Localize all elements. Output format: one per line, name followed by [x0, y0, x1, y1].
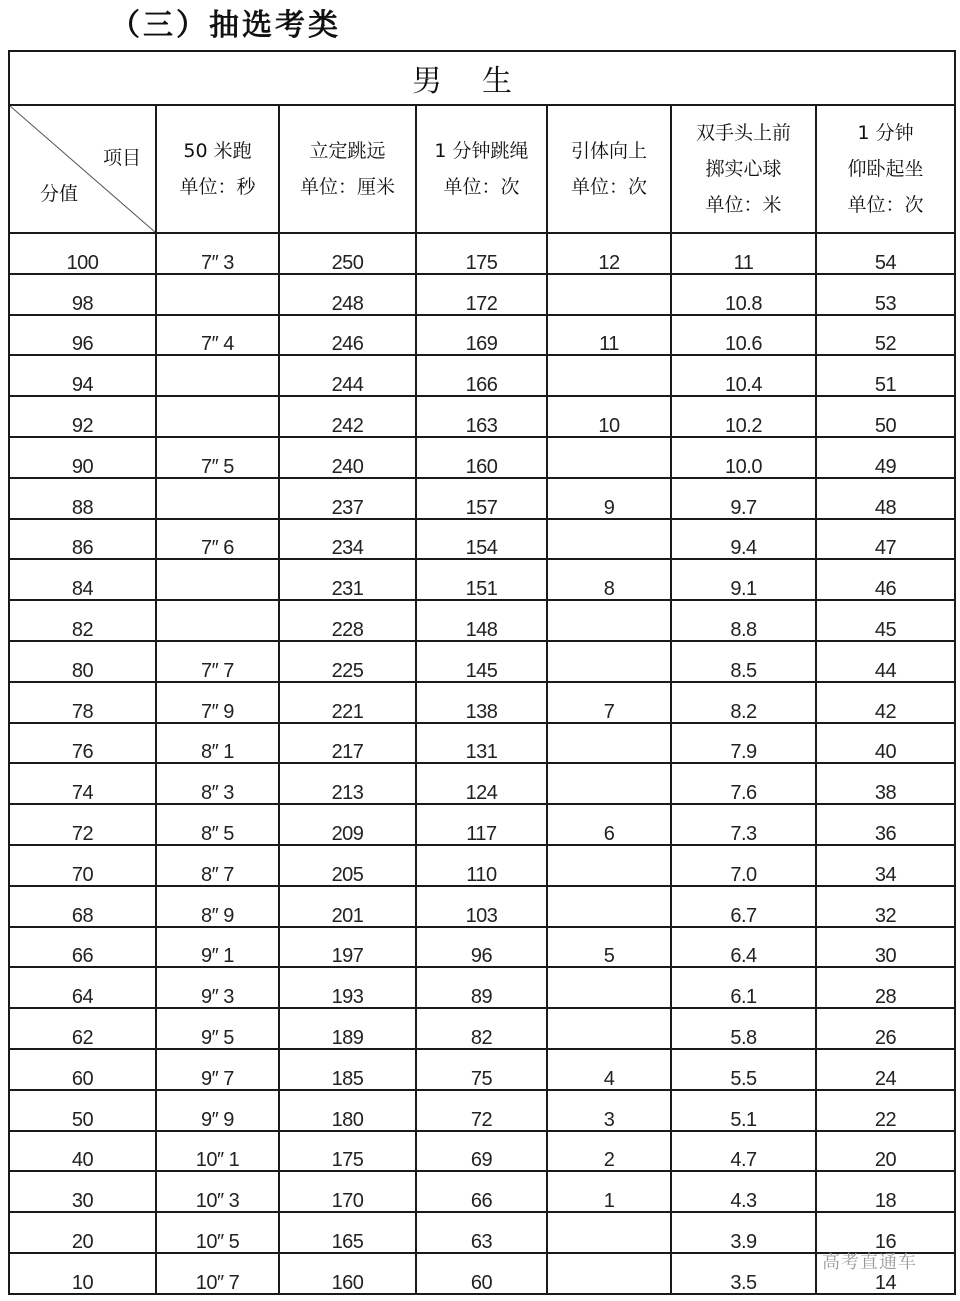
standard-cell: 175 — [279, 1131, 416, 1172]
standard-cell: 66 — [416, 1171, 547, 1212]
table-row — [9, 437, 955, 478]
standard-cell: 46 — [816, 559, 955, 600]
standard-cell: 10 — [547, 396, 671, 437]
standard-cell — [156, 355, 279, 396]
standard-cell: 20 — [816, 1131, 955, 1172]
standard-cell: 7 — [547, 682, 671, 723]
standard-cell: 163 — [416, 396, 547, 437]
standard-cell — [547, 600, 671, 641]
standard-cell: 82 — [416, 1008, 547, 1049]
watermark: 高考直通车 — [822, 1252, 917, 1273]
section-title: （三）抽选考类 — [110, 8, 341, 43]
standard-cell: 10″ 5 — [156, 1212, 279, 1253]
score-cell: 66 — [9, 927, 156, 968]
standard-cell: 175 — [416, 233, 547, 274]
standard-cell: 10″ 3 — [156, 1171, 279, 1212]
standard-cell: 157 — [416, 478, 547, 519]
table-row — [9, 1049, 955, 1090]
standard-cell: 53 — [816, 274, 955, 315]
standard-cell: 213 — [279, 763, 416, 804]
standard-cell — [547, 1253, 671, 1294]
standard-cell: 9″ 3 — [156, 967, 279, 1008]
score-cell: 70 — [9, 845, 156, 886]
standard-cell: 8″ 9 — [156, 886, 279, 927]
standard-cell: 6.1 — [671, 967, 816, 1008]
table-row — [9, 927, 955, 968]
standard-cell: 8 — [547, 559, 671, 600]
standard-cell: 185 — [279, 1049, 416, 1090]
standard-cell: 160 — [279, 1253, 416, 1294]
standard-cell: 4.3 — [671, 1171, 816, 1212]
standard-cell: 51 — [816, 355, 955, 396]
standard-cell: 110 — [416, 845, 547, 886]
table-row — [9, 845, 955, 886]
standard-cell: 38 — [816, 763, 955, 804]
score-table — [8, 50, 956, 1295]
standard-cell: 4 — [547, 1049, 671, 1090]
standard-cell: 26 — [816, 1008, 955, 1049]
column-header — [816, 105, 955, 233]
table-row — [9, 1171, 955, 1212]
table-row — [9, 641, 955, 682]
table-row — [9, 1090, 955, 1131]
score-cell: 20 — [9, 1212, 156, 1253]
column-header — [671, 105, 816, 233]
standard-cell: 16 — [816, 1212, 955, 1253]
standard-cell: 240 — [279, 437, 416, 478]
score-cell: 40 — [9, 1131, 156, 1172]
standard-cell: 54 — [816, 233, 955, 274]
score-cell: 92 — [9, 396, 156, 437]
standard-cell: 148 — [416, 600, 547, 641]
standard-cell: 5.1 — [671, 1090, 816, 1131]
standard-cell: 1 — [547, 1171, 671, 1212]
standard-cell: 246 — [279, 315, 416, 356]
standard-cell — [547, 763, 671, 804]
column-header-line: 双手头上前 — [695, 122, 791, 144]
table-row — [9, 559, 955, 600]
gender-header: 男生 — [9, 51, 955, 105]
standard-cell: 117 — [416, 804, 547, 845]
score-label: 分值 — [40, 183, 79, 205]
column-header — [547, 105, 671, 233]
standard-cell: 8.5 — [671, 641, 816, 682]
standard-cell: 103 — [416, 886, 547, 927]
standard-cell: 10″ 7 — [156, 1253, 279, 1294]
standard-cell: 12 — [547, 233, 671, 274]
table-row — [9, 723, 955, 764]
column-header-line: 引体向上 — [570, 140, 647, 162]
standard-cell: 75 — [416, 1049, 547, 1090]
standard-cell: 28 — [816, 967, 955, 1008]
table-row — [9, 1253, 955, 1294]
standard-cell: 9″ 1 — [156, 927, 279, 968]
standard-cell: 36 — [816, 804, 955, 845]
standard-cell — [547, 355, 671, 396]
score-cell: 64 — [9, 967, 156, 1008]
standard-cell: 7″ 9 — [156, 682, 279, 723]
standard-cell: 32 — [816, 886, 955, 927]
standard-cell: 7.9 — [671, 723, 816, 764]
standard-cell: 244 — [279, 355, 416, 396]
standard-cell: 9 — [547, 478, 671, 519]
standard-cell: 8″ 7 — [156, 845, 279, 886]
table-row — [9, 355, 955, 396]
score-cell: 96 — [9, 315, 156, 356]
column-header-line: 单位：秒 — [179, 176, 256, 198]
standard-cell: 7″ 6 — [156, 519, 279, 560]
standard-cell: 18 — [816, 1171, 955, 1212]
score-cell: 98 — [9, 274, 156, 315]
table-row — [9, 967, 955, 1008]
standard-cell: 201 — [279, 886, 416, 927]
standard-cell: 8″ 1 — [156, 723, 279, 764]
table-row — [9, 682, 955, 723]
standard-cell: 8″ 3 — [156, 763, 279, 804]
standard-cell: 221 — [279, 682, 416, 723]
standard-cell: 10.4 — [671, 355, 816, 396]
standard-cell: 69 — [416, 1131, 547, 1172]
score-cell: 78 — [9, 682, 156, 723]
standard-cell: 5.8 — [671, 1008, 816, 1049]
standard-cell: 3.5 — [671, 1253, 816, 1294]
standard-cell: 7″ 4 — [156, 315, 279, 356]
column-header-line: 掷实心球 — [705, 158, 782, 180]
standard-cell: 11 — [547, 315, 671, 356]
score-cell: 88 — [9, 478, 156, 519]
standard-cell: 7.0 — [671, 845, 816, 886]
standard-cell: 169 — [416, 315, 547, 356]
standard-cell: 154 — [416, 519, 547, 560]
column-header-line: 单位：米 — [705, 194, 782, 216]
standard-cell: 6.7 — [671, 886, 816, 927]
standard-cell: 242 — [279, 396, 416, 437]
column-header — [416, 105, 547, 233]
standard-cell: 217 — [279, 723, 416, 764]
standard-cell: 30 — [816, 927, 955, 968]
column-header — [279, 105, 416, 233]
standard-cell: 10″ 1 — [156, 1131, 279, 1172]
standard-cell — [547, 274, 671, 315]
standard-cell — [547, 723, 671, 764]
standard-cell — [547, 437, 671, 478]
column-header-line: 单位：次 — [443, 176, 520, 198]
standard-cell — [156, 559, 279, 600]
standard-cell: 4.7 — [671, 1131, 816, 1172]
standard-cell: 7.3 — [671, 804, 816, 845]
standard-cell: 10.2 — [671, 396, 816, 437]
standard-cell: 24 — [816, 1049, 955, 1090]
table-row — [9, 600, 955, 641]
score-cell: 10 — [9, 1253, 156, 1294]
standard-cell: 47 — [816, 519, 955, 560]
score-cell: 60 — [9, 1049, 156, 1090]
standard-cell: 72 — [416, 1090, 547, 1131]
standard-cell: 193 — [279, 967, 416, 1008]
table-row — [9, 478, 955, 519]
score-cell: 100 — [9, 233, 156, 274]
table-row — [9, 315, 955, 356]
column-header-line: 仰卧起坐 — [847, 158, 924, 180]
standard-cell: 42 — [816, 682, 955, 723]
standard-cell: 234 — [279, 519, 416, 560]
standard-cell: 231 — [279, 559, 416, 600]
standard-cell: 9.4 — [671, 519, 816, 560]
column-header-line: 1 分钟 — [857, 122, 914, 144]
score-cell: 86 — [9, 519, 156, 560]
column-header — [156, 105, 279, 233]
standard-cell: 7″ 7 — [156, 641, 279, 682]
standard-cell: 8″ 5 — [156, 804, 279, 845]
standard-cell: 10.0 — [671, 437, 816, 478]
standard-cell: 197 — [279, 927, 416, 968]
standard-cell: 11 — [671, 233, 816, 274]
column-header-line: 单位：次 — [847, 194, 924, 216]
standard-cell — [156, 396, 279, 437]
standard-cell: 145 — [416, 641, 547, 682]
standard-cell — [547, 1212, 671, 1253]
standard-cell: 52 — [816, 315, 955, 356]
table-row — [9, 804, 955, 845]
score-cell: 80 — [9, 641, 156, 682]
item-label: 项目 — [102, 147, 141, 169]
score-cell: 62 — [9, 1008, 156, 1049]
standard-cell: 5.5 — [671, 1049, 816, 1090]
standard-cell: 10.6 — [671, 315, 816, 356]
standard-cell: 180 — [279, 1090, 416, 1131]
standard-cell: 9″ 5 — [156, 1008, 279, 1049]
standard-cell: 10.8 — [671, 274, 816, 315]
standard-cell — [156, 478, 279, 519]
standard-cell: 237 — [279, 478, 416, 519]
standard-cell — [547, 1008, 671, 1049]
standard-cell: 40 — [816, 723, 955, 764]
standard-cell — [547, 886, 671, 927]
table-row — [9, 1131, 955, 1172]
standard-cell: 160 — [416, 437, 547, 478]
table-row — [9, 233, 955, 274]
standard-cell: 96 — [416, 927, 547, 968]
standard-cell: 9.1 — [671, 559, 816, 600]
standard-cell: 7″ 5 — [156, 437, 279, 478]
standard-cell: 9″ 7 — [156, 1049, 279, 1090]
standard-cell: 151 — [416, 559, 547, 600]
table-row — [9, 519, 955, 560]
standard-cell: 50 — [816, 396, 955, 437]
standard-cell — [547, 519, 671, 560]
table-row — [9, 274, 955, 315]
table-row — [9, 886, 955, 927]
table-row — [9, 1212, 955, 1253]
standard-cell: 48 — [816, 478, 955, 519]
score-cell: 82 — [9, 600, 156, 641]
standard-cell: 45 — [816, 600, 955, 641]
column-header-line: 立定跳远 — [309, 140, 386, 162]
standard-cell: 22 — [816, 1090, 955, 1131]
score-cell: 72 — [9, 804, 156, 845]
standard-cell: 248 — [279, 274, 416, 315]
score-cell: 94 — [9, 355, 156, 396]
standard-cell: 34 — [816, 845, 955, 886]
standard-cell: 6 — [547, 804, 671, 845]
score-cell: 84 — [9, 559, 156, 600]
standard-cell — [547, 641, 671, 682]
standard-cell: 3 — [547, 1090, 671, 1131]
standard-cell: 9″ 9 — [156, 1090, 279, 1131]
column-header-line: 单位：次 — [570, 176, 647, 198]
column-header-line: 50 米跑 — [183, 140, 252, 162]
standard-cell: 138 — [416, 682, 547, 723]
standard-cell: 172 — [416, 274, 547, 315]
score-cell: 68 — [9, 886, 156, 927]
standard-cell: 49 — [816, 437, 955, 478]
table-row — [9, 1008, 955, 1049]
table-row — [9, 763, 955, 804]
standard-cell: 205 — [279, 845, 416, 886]
standard-cell: 9.7 — [671, 478, 816, 519]
score-cell: 90 — [9, 437, 156, 478]
standard-cell — [156, 600, 279, 641]
standard-cell: 2 — [547, 1131, 671, 1172]
score-cell: 74 — [9, 763, 156, 804]
standard-cell: 89 — [416, 967, 547, 1008]
standard-cell: 131 — [416, 723, 547, 764]
table-row — [9, 396, 955, 437]
standard-cell: 5 — [547, 927, 671, 968]
standard-cell: 189 — [279, 1008, 416, 1049]
standard-cell: 3.9 — [671, 1212, 816, 1253]
standard-cell: 7″ 3 — [156, 233, 279, 274]
standard-cell: 166 — [416, 355, 547, 396]
standard-cell: 60 — [416, 1253, 547, 1294]
standard-cell: 8.2 — [671, 682, 816, 723]
standard-cell — [547, 845, 671, 886]
standard-cell: 228 — [279, 600, 416, 641]
corner-header — [9, 105, 156, 233]
standard-cell: 209 — [279, 804, 416, 845]
score-cell: 50 — [9, 1090, 156, 1131]
column-header-line: 单位：厘米 — [299, 176, 395, 198]
score-table-body — [9, 233, 955, 1294]
standard-cell: 124 — [416, 763, 547, 804]
standard-cell: 14 — [816, 1253, 955, 1294]
standard-cell: 170 — [279, 1171, 416, 1212]
standard-cell: 6.4 — [671, 927, 816, 968]
score-cell: 30 — [9, 1171, 156, 1212]
standard-cell: 165 — [279, 1212, 416, 1253]
standard-cell: 7.6 — [671, 763, 816, 804]
standard-cell — [156, 274, 279, 315]
standard-cell: 8.8 — [671, 600, 816, 641]
standard-cell: 63 — [416, 1212, 547, 1253]
score-cell: 76 — [9, 723, 156, 764]
standard-cell: 225 — [279, 641, 416, 682]
standard-cell: 44 — [816, 641, 955, 682]
column-header-line: 1 分钟跳绳 — [434, 140, 529, 162]
standard-cell — [547, 967, 671, 1008]
standard-cell: 250 — [279, 233, 416, 274]
